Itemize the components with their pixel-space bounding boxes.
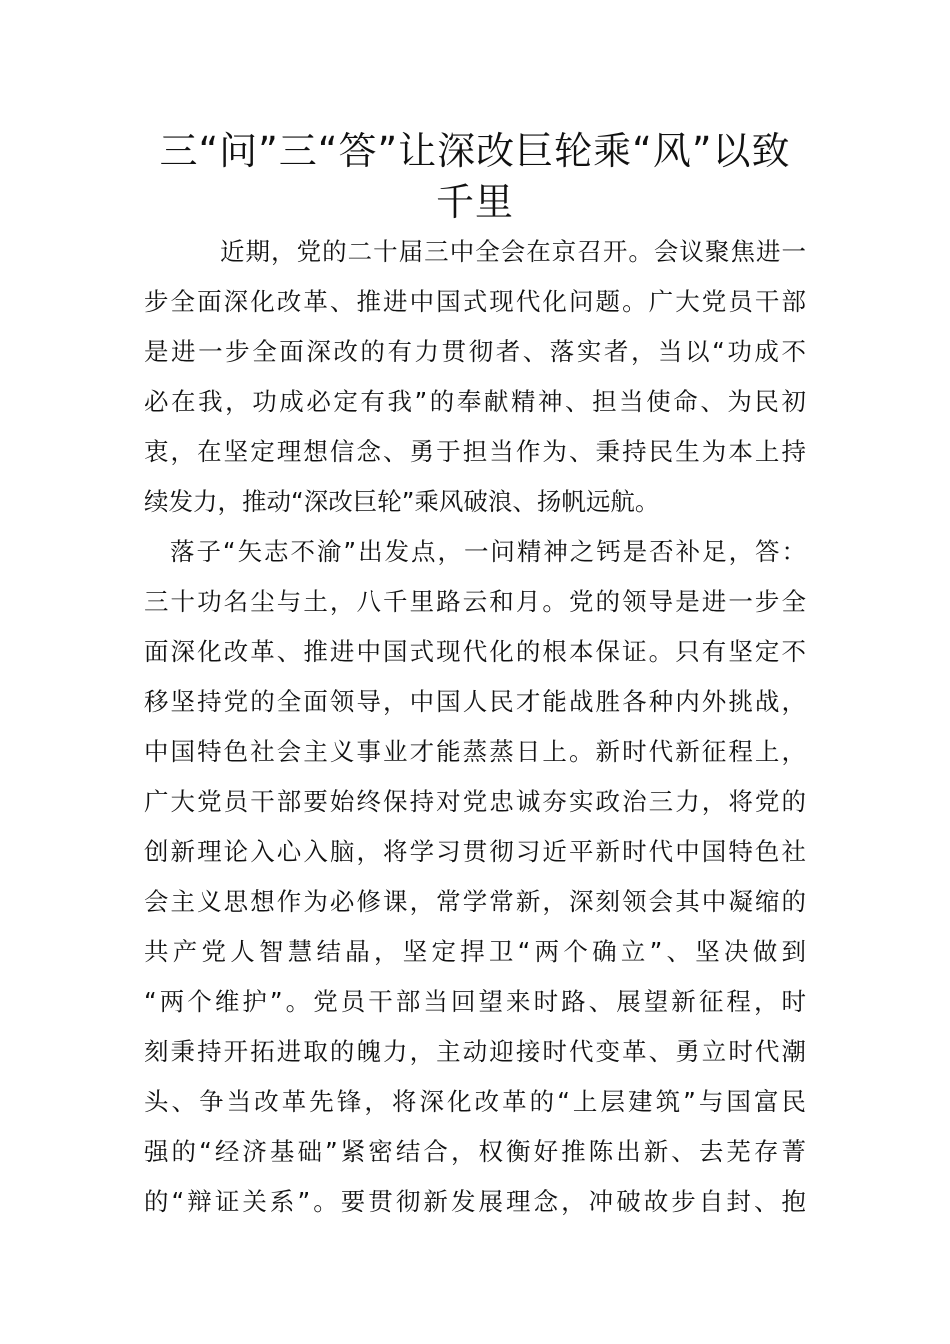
paragraph-line: 广大党员干部要始终保持对党忠诚夯实政治三力，将党的 [144, 787, 806, 816]
paragraph-line: 刻秉持开拓进取的魄力，主动迎接时代变革、勇立时代潮 [144, 1037, 806, 1066]
paragraph-line: 续发力，推动“深改巨轮”乘风破浪、扬帆远航。 [144, 487, 660, 516]
paragraph-line: 强的“经济基础”紧密结合，权衡好推陈出新、去芜存菁 [144, 1137, 806, 1166]
paragraph-line: 是进一步全面深改的有力贯彻者、落实者，当以“功成不 [144, 337, 806, 366]
paragraph-line: 头、争当改革先锋，将深化改革的“上层建筑”与国富民 [144, 1087, 806, 1116]
paragraph-line: 近期，党的二十届三中全会在京召开。会议聚焦进一 [220, 237, 806, 266]
paragraph-line: 三十功名尘与土，八千里路云和月。党的领导是进一步全 [144, 587, 806, 616]
paragraph-line: 必在我，功成必定有我”的奉献精神、担当使命、为民初 [144, 387, 806, 416]
paragraph-line: 会主义思想作为必修课，常学常新，深刻领会其中凝缩的 [144, 887, 806, 916]
paragraph-line: 共产党人智慧结晶，坚定捍卫“两个确立”、坚决做到 [144, 937, 806, 966]
paragraph-line: 步全面深化改革、推进中国式现代化问题。广大党员干部 [144, 287, 806, 316]
document-title: 三“问”三“答”让深改巨轮乘“风”以致千里 [159, 129, 791, 224]
paragraph-line: 落子“矢志不渝”出发点，一问精神之钙是否补足，答： [170, 537, 806, 566]
paragraph-line: 的“辩证关系”。要贯彻新发展理念，冲破故步自封、抱 [144, 1187, 806, 1216]
paragraph-line: 衷，在坚定理想信念、勇于担当作为、秉持民生为本上持 [144, 437, 806, 466]
paragraph-line: 中国特色社会主义事业才能蒸蒸日上。新时代新征程上， [144, 737, 806, 766]
paragraph-line: “两个维护”。党员干部当回望来时路、展望新征程，时 [144, 987, 806, 1016]
paragraph-line: 面深化改革、推进中国式现代化的根本保证。只有坚定不 [144, 637, 806, 666]
paragraph-line: 移坚持党的全面领导，中国人民才能战胜各种内外挑战， [144, 687, 806, 716]
paragraph-line: 创新理论入心入脑，将学习贯彻习近平新时代中国特色社 [144, 837, 806, 866]
